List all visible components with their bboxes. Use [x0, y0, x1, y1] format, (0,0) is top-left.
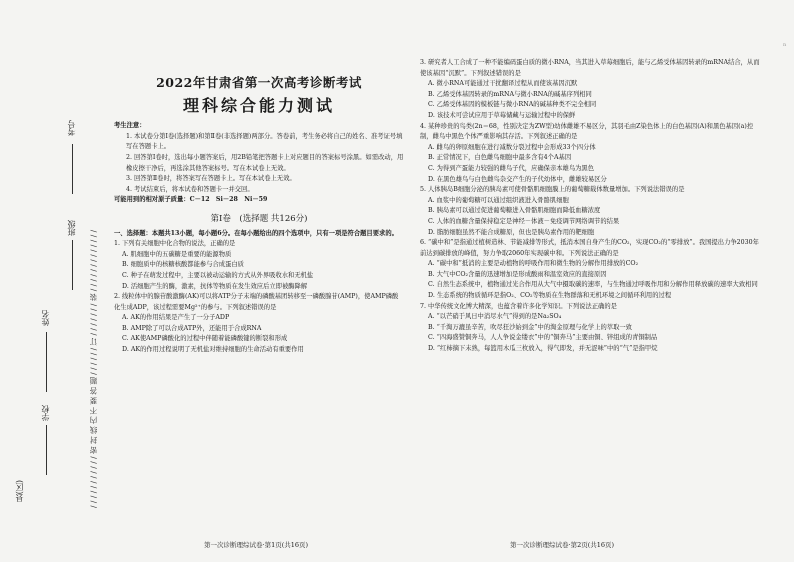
question-stem: 6. “碳中和”是指通过植树造林、节能减排等形式，抵消本国自身产生的CO₂，实现CO₂的“零排放”。我国提出力争2030年前达到碳排放的峰值，努力争取2060年实现碳中和。下列说法正确的是 — [420, 239, 759, 257]
option: D. 活细胞产生的酶，激素，抗体等物质在发生效应后立即被酶降解 — [122, 282, 308, 290]
option: B. 胰岛素可以通过促进葡萄糖进入骨骼肌细胞而降低血糖浓度 — [428, 207, 601, 215]
left-column — [114, 72, 404, 356]
option: B. 大气中CO₂含量的迅速增加是形成酸雨和温室效应的直接原因 — [428, 270, 607, 278]
option: B. 细胞质中的核糖核酸都能参与合成蛋白质 — [122, 261, 244, 269]
right-column — [420, 58, 760, 355]
question-5 — [420, 185, 760, 238]
atomic-masses: 可能用到的相对原子质量：C－12 Si－28 Ni－59 — [114, 196, 268, 204]
option: C. AK使AMP磷酸化的过程中伴随着能磷酸键的断裂和形成 — [122, 335, 288, 343]
field-line — [72, 240, 73, 290]
field-line — [72, 144, 73, 194]
option: C. 种子在萌发过程中，主要以被动运输的方式从外界吸收水和无机盐 — [122, 271, 314, 279]
footer-page-2: 第一次诊断理综试卷·第2页(共16页) — [510, 541, 615, 549]
option: A. 血浆中的葡萄糖可以通过组织液进入骨骼肌细胞 — [428, 196, 569, 204]
option: A. 雌鸟的卵原细胞在进行减数分裂过程中会形成33个四分体 — [428, 143, 596, 151]
option: D. AK的作用过程说明了无机盐对维持细胞的生命活动有重要作用 — [122, 346, 304, 354]
option: C. 人体的血糖含量保持稳定是神经－体液－免疫调节网络调节的结果 — [428, 217, 620, 225]
field-exam-number: 考号 — [67, 120, 76, 136]
field-line — [46, 425, 47, 475]
question-3 — [420, 58, 760, 122]
option: C. 为得到产蛋能力较强的雌鸟子代，应确保亲本雄鸟为黑色 — [428, 164, 595, 172]
corner-mark: n — [783, 42, 787, 48]
field-county: 县(区) — [15, 480, 24, 503]
field-name: 姓名 — [41, 310, 50, 326]
option: C. 乙烯受体基因的模板链与微小RNA的碱基种类不完全相同 — [428, 101, 597, 109]
question-1 — [114, 239, 404, 292]
option: A. “碳中和”抵消的主要是动植物的呼吸作用和微生物的分解作用排放的CO₂ — [428, 260, 639, 268]
option: B. 正常情况下，白色雌鸟细胞中最多含有4个A基因 — [428, 154, 572, 162]
option: A. AK的作用结果是产生了一分子ADP — [122, 314, 230, 322]
question-4 — [420, 122, 760, 186]
question-stem: 2. 线粒体中的腺苷酸激酶(AK)可以将ATP分子末端的磷酸基团转移至一磷酸腺苷(AMP)，使AMP磷酸化生成ADP，该过程需要Mg²⁺的参与。下列叙述错误的是 — [114, 293, 399, 311]
option: B. 乙烯受体基因转录的mRNA与微小RNA的碱基序列相同 — [428, 90, 592, 98]
field-class: 班级 — [67, 220, 76, 236]
option: B. “千淘万漉虽辛苦，吹尽狂沙始到金”中的淘金原理与化学上的萃取一致 — [428, 323, 632, 331]
note-item: 3. 回答第Ⅱ卷时，将答案写在答题卡上。写在本试卷上无效。 — [126, 175, 296, 183]
option: A. 微小RNA可能通过干扰翻译过程从而使该基因沉默 — [428, 80, 578, 88]
option: D. 在黑色雄鸟与白色雌鸟杂交产生的子代幼体中，雌雄较易区分 — [428, 175, 607, 183]
option: D. 该技术可尝试应用于草莓储藏与运输过程中的保鲜 — [428, 111, 576, 119]
footer-page-1: 第一次诊断理综试卷·第1页(共16页) — [204, 541, 309, 549]
question-stem: 7. 中华传统文化博大精深，也蕴含着许多化学知识。下列说法正确的是 — [420, 302, 617, 310]
section-title: 第Ⅰ卷 (选择题 共126分) — [210, 213, 308, 224]
seal-line-text: / / / / / / / / / / / 密 封 线 内 不 要 答 题 / / / / / / 订 / / / / / / / 装 / / / / / / / / / / / / / — [89, 229, 98, 508]
note-item: 1. 本试卷分第Ⅰ卷(选择题)和第Ⅱ卷(非选择题)两部分。答卷前，考生务必将自己的姓名、准考证号填写在答题卡上。 — [126, 132, 403, 151]
field-school: 学校 — [41, 405, 50, 421]
option: C. “四海盛赞铜奔马，人人争说金缕衣”中的“铜奔马”主要由铜、锌组成的青铜制品 — [428, 334, 658, 342]
field-line — [46, 332, 47, 392]
question-6 — [420, 238, 760, 302]
notes-label: 考生注意： — [114, 122, 146, 130]
option: A. 肌细胞中的五碳糖是重要的能源物质 — [122, 250, 232, 258]
option: C. 自然生态系统中，植物通过光合作用从大气中摄取碳的速率，与生物通过呼吸作用和分解作用释放碳的速率大致相同 — [428, 281, 758, 289]
question-stem: 4. 某种珍贵的鸟类(2n＝68，性别决定为ZW型)幼体雌雄不易区分，其羽毛由Z染色体上的白色基因(A)和黑色基因(a)控制，雌鸟中黑色个体严重影响其存活。下列叙述正确的是 — [420, 122, 754, 141]
question-stem: 1. 下列有关细胞中化合物的说法，正确的是 — [114, 240, 236, 248]
option: B. AMP除了可以合成ATP外，还能用于合成RNA — [122, 324, 262, 332]
question-2 — [114, 292, 404, 356]
exam-title: 2022年甘肃省第一次高考诊断考试 — [156, 75, 362, 90]
subject-title: 理科综合能力测试 — [182, 95, 335, 115]
option: D. 脂肪细胞虽然不能合成糖原，但也是胰岛素作用的靶细胞 — [428, 228, 595, 236]
question-stem: 3. 研究者人工合成了一种不能编码蛋白质的微小RNA，当其进入草莓细胞后，能与乙烯受体基因转录的mRNA结合，从而使该基因“沉默”。下列叙述错误的是 — [420, 59, 760, 77]
option: A. “以芒硝于风日中消尽水气”得到的是Na₂SO₄ — [428, 313, 562, 321]
option: D. 生态系统的物质循环是指O₂、CO₂等物质在生物群落和无机环境之间循环利用的过程 — [428, 292, 672, 300]
note-item: 4. 考试结束后，将本试卷和答题卡一并交回。 — [126, 185, 254, 193]
note-item: 2. 回答第Ⅰ卷时，选出每小题答案后，用2B铅笔把答题卡上对应题目的答案标号涂黑。如需改动，用橡皮擦干净后，再选涂其他答案标号。写在本试卷上无效。 — [126, 153, 404, 172]
section-intro: 一、选择题：本题共13小题，每小题6分。在每小题给出的四个选项中，只有一项是符合题目要求的。 — [114, 229, 398, 237]
question-7 — [420, 302, 760, 355]
option: D. “红柿摘下未熟，每篮用木瓜三枚放入，得气即发，并无涩味”中的“气”是指甲烷 — [428, 345, 658, 353]
question-stem: 5. 人体胰岛B细胞分泌的胰岛素可使骨骼肌细胞膜上的葡萄糖载体数量增加。下列说法错误的是 — [420, 186, 685, 194]
